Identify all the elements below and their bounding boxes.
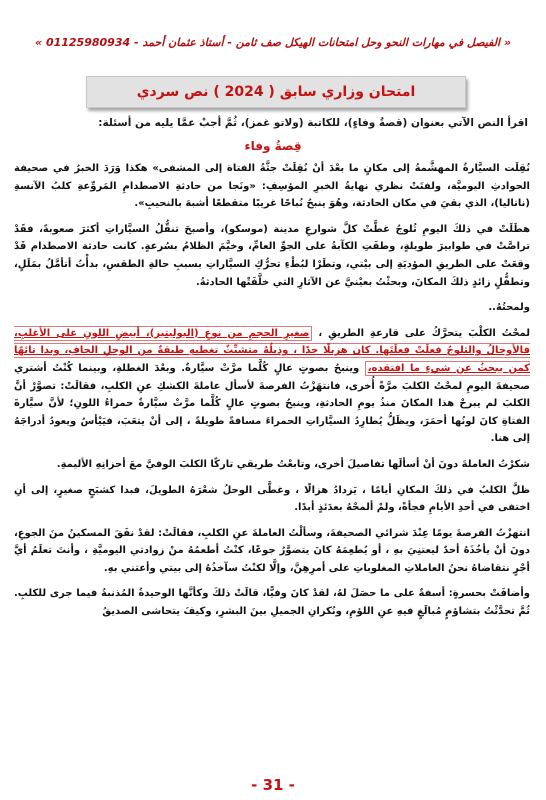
exam-title-box <box>86 76 466 108</box>
paragraph-7: وأضافَتْ بحسرةٍ: أسفةٌ على ما حصَلَ لهُ، لقدْ كانَ وفيًّا، قالَتْ ذلكَ وكأنَّها الوحيدةُ المُذنبةُ فيما جرى للكلبِ. ثُمَّ تحدَّثْتُ بتشاؤمٍ مُبالَغٍ فيهِ عنِ اللؤمِ، ونُكرانِ الجميلِ بينَ البشرِ، وكيفَ يتحاشى الصديقُ <box>14 588 530 618</box>
story-body <box>14 160 530 629</box>
paragraph-4: شكرْتُ العاملةَ دونَ أنْ أسألَها تفاصيلَ أخرى، وتابعْتُ طريقي تاركًا الكلبَ الوفيَّ معَ أحزانِهِ الأليمةِ. <box>56 458 530 470</box>
instructions: اقرأ النص الآتي بعنوان (قصةُ وفاءٍ)، للكاتبة (ولاتو غمز)، ثُمَّ أجبْ عمَّا يليه من أسئلة: <box>98 117 528 129</box>
paragraph-2b: ولمحتُهُ.. <box>488 302 530 314</box>
page-number: - 31 - <box>251 776 295 794</box>
story-title: قِصةُ وفاء <box>244 139 302 153</box>
paragraph-1: نُقِلَت السيَّارةُ المهشَّمةُ إلى مكانٍ ما بعْدَ أنْ نُقِلَتْ جثَّةُ الفتاة إلى المشفى» هكذا وَرَدَ الخبرُ في صحيفة الحوادثِ اليوميَّة، ولفتَتْ نظري نهايةُ الخبرِ المؤسِفِ: «ونَجا من حادثةِ الاصطدامِ المَروِّعةِ كلبُ الآنسةِ (ناتاليا)، الذي بقيَ في مكان الحادثة، وهُوَ ينبحُ نُباحًا غريبًا متقطعًا أشبهَ بالنحيبِ». <box>14 163 530 210</box>
paragraph-5: ظلَّ الكلبُ في ذلكَ المكانِ أيامًا ، يَزدادُ هزالًا ، وغطَّى الوحلُ شعْرَهُ الطويلَ، فبدا كشبَحٍ صغيرٍ، إلى أنِ اختفى في أحدِ الأيامِ فجأةً، ولمْ ألمحْهُ بعدَئذٍ أبدًا. <box>14 484 530 514</box>
paragraph-3 <box>14 325 530 448</box>
highlighted-passage: صغيرِ الحجمِ من نوعِ (البوليتيز)، أبيضِ اللونِ على الأغلبِ، فالأوحالُ والثلوجُ فعلَتْ فعلَتَها. كان هزيلًا جدًا ، وذيلُهُ متشبِّثٌ تغطيهِ طبقةٌ من الوحلِ الجافِ، وبدا تائهًا كمن يبحثُ عن شيءٍ ما افتقده، <box>14 327 530 374</box>
paragraph-6: انتهزْتُ الفرصةَ يومًا عِنْدَ شرائي الصحيفةَ، وسألْتُ العاملةَ عنِ الكلبِ، فقالَتْ: لقدْ نفَقَ المسكينُ منَ الجوعِ، دونَ أنْ يأخُذَهُ أحدٌ ليعتنِيَ بهِ ، أو يُطعِمَهُ كانَ يتضوَّرُ جوعًا، كنْتُ أطعمُهُ منْ زوادتي اليوميَّةِ ، وأنتَ تعلَمُ أيَّ أجْرٍ نتقاضاهُ نحنُ العاملاتِ المغلوباتِ على أمرِهِنَّ، وإلَّا لكنْتُ سآخذُهُ إلى بيتي وأعتني بهِ. <box>14 527 530 574</box>
exam-title: امتحان وزاري سابق ( 2024 ) نص سردي <box>136 84 416 100</box>
header-line: « الفيصل في مهارات النحو وحل امتحانات الهيكل صف ثامن - أستاذ عثمان أحمد - 01125980934 » <box>34 36 512 49</box>
paragraph-2: هطَلَتْ في ذلكَ اليومِ ثُلوجُ غطَّتْ كلَّ شوارعِ مدينة (موسكو)، وأصبحَ تنقُّلُ السيَّاراتِ أكثرَ صعوبةً، فقَدْ تراصَّتْ في طوابيرَ طويلةٍ، وطفَتِ الكآبةُ على الجوِّ العامِّ، وخيَّمَ الظلامُ بسُرعةٍ. كانت حادثة الاصطدام قَدْ وقعَتْ على الطريقِ المؤديَةِ إلى بيْتي، وتطَرْا لبُطْءِ تحرُّكِ السيَّاراتِ بسببِ حالةِ الطقسِ، بدأْتُ أتأمَّلُ بمَلَلٍ، وتطفُّلٍ زائدٍ ذلكَ المكانَ، وبحثْتُ بعيْنيَّ عن الآثارِ التي خلَّفَتْها الحادثةُ. <box>14 223 530 288</box>
paragraph-3-end: وينبحُ بصوتٍ عالٍ كُلَّما مرَّتْ سيَّارةٌ. وبعْدَ الغطلةِ، وبينما كُنْتُ أشتري صحيفةَ اليومِ لمحْتُ الكلبَ مرَّةً أُخرى، فانتهَزْتُ الفرصةَ لأسأل عاملةَ الكشكِ عنِ الكلبِ، فقالَتْ: تصوَّرْ أنَّ الكلبَ لم يبرحْ هذا المكانَ منذُ يومِ الحادثةِ، وينبحُ بصوتٍ عالٍ كُلَّما مرَّتْ سيَّارةٌ حمراءُ اللونِ؛ لأنَّ سيَّارةَ الفتاةِ كانَ لونُها أحمَرَ، ويظَلُّ يُطارِدُ السيَّاراتِ الحمراءَ مسافةً طويلةً ، إلى أنْ يتعَبَ، فيَيْأسُ ويعودُ أدراجَهُ إلى هنا. <box>14 362 530 445</box>
paragraph-3-start: لمحْتُ الكلْبَ يتحرَّكُ على قارعةِ الطريقِ ، <box>318 327 530 339</box>
